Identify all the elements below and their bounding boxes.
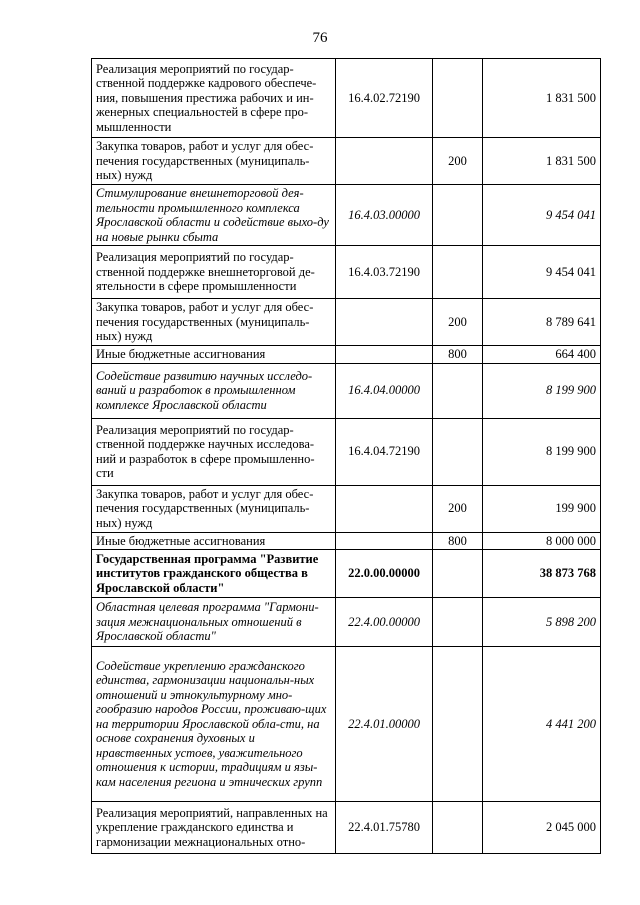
- row-name: Реализация мероприятий, направленных на укрепление гражданского единства и гармонизации межнациональных отно-: [92, 802, 336, 854]
- page-number: 76: [312, 30, 328, 46]
- table-row: [92, 346, 601, 364]
- row-name: Закупка товаров, работ и услуг для обес-печения государственных (муниципаль-ных) нужд: [92, 138, 336, 185]
- row-name: Закупка товаров, работ и услуг для обес-печения государственных (муниципаль-ных) нужд: [92, 485, 336, 532]
- row-code: 16.4.03.00000: [336, 185, 433, 246]
- table-row: [92, 485, 601, 532]
- row-amount: 5 898 200: [483, 598, 601, 647]
- row-expense-type: 200: [433, 299, 483, 346]
- row-name: Содействие укреплению гражданского единства, гармонизации национальн-ных отношений и этнокультурному мно-гообразию народов России, проживаю-щих на территории Ярославской обла-сти, на основе сохранения духовных и нравственных устоев, уважительного отношения к истории, традициям и язы-кам населения региона и этнических групп: [92, 647, 336, 802]
- row-expense-type: 800: [433, 532, 483, 550]
- row-code: 22.0.00.00000: [336, 550, 433, 598]
- row-expense-type: 200: [433, 485, 483, 532]
- row-code: [336, 138, 433, 185]
- table-row: [92, 598, 601, 647]
- row-amount: 8 199 900: [483, 363, 601, 418]
- row-code: 16.4.02.72190: [336, 59, 433, 138]
- row-amount: 1 831 500: [483, 138, 601, 185]
- row-name: Иные бюджетные ассигнования: [92, 532, 336, 550]
- row-code: 22.4.00.00000: [336, 598, 433, 647]
- budget-table: [91, 58, 601, 854]
- table-row: [92, 647, 601, 802]
- row-amount: 1 831 500: [483, 59, 601, 138]
- row-expense-type: [433, 647, 483, 802]
- row-code: [336, 532, 433, 550]
- row-amount: 199 900: [483, 485, 601, 532]
- row-expense-type: [433, 246, 483, 299]
- row-name: Закупка товаров, работ и услуг для обес-печения государственных (муниципаль-ных) нужд: [92, 299, 336, 346]
- table-row: [92, 550, 601, 598]
- table-row: [92, 299, 601, 346]
- row-expense-type: [433, 598, 483, 647]
- table-row: [92, 59, 601, 138]
- table-row: [92, 138, 601, 185]
- row-amount: 2 045 000: [483, 802, 601, 854]
- row-expense-type: [433, 363, 483, 418]
- row-name: Областная целевая программа "Гармони-зация межнациональных отношений в Ярославской области": [92, 598, 336, 647]
- row-expense-type: [433, 802, 483, 854]
- row-code: 16.4.04.00000: [336, 363, 433, 418]
- row-name: Иные бюджетные ассигнования: [92, 346, 336, 364]
- row-amount: 8 000 000: [483, 532, 601, 550]
- row-expense-type: 200: [433, 138, 483, 185]
- row-code: 22.4.01.00000: [336, 647, 433, 802]
- row-code: [336, 485, 433, 532]
- row-amount: 9 454 041: [483, 246, 601, 299]
- row-code: 16.4.04.72190: [336, 418, 433, 485]
- table-row: [92, 363, 601, 418]
- row-amount: 4 441 200: [483, 647, 601, 802]
- row-name: Содействие развитию научных исследо-ваний и разработок в промышленном комплексе Ярославской области: [92, 363, 336, 418]
- row-amount: 8 789 641: [483, 299, 601, 346]
- row-code: 22.4.01.75780: [336, 802, 433, 854]
- table-row: [92, 802, 601, 854]
- row-amount: 9 454 041: [483, 185, 601, 246]
- row-name: Государственная программа "Развитие институтов гражданского общества в Ярославской области": [92, 550, 336, 598]
- row-expense-type: [433, 185, 483, 246]
- row-name: Стимулирование внешнеторговой дея-тельности промышленного комплекса Ярославской области и содействие выхо-ду на новые рынки сбыта: [92, 185, 336, 246]
- row-name: Реализация мероприятий по государ-ственной поддержке научных исследова-ний и разработок в сфере промышленно-сти: [92, 418, 336, 485]
- table-row: [92, 532, 601, 550]
- row-code: [336, 346, 433, 364]
- table-row: [92, 185, 601, 246]
- row-expense-type: [433, 418, 483, 485]
- row-amount: 8 199 900: [483, 418, 601, 485]
- row-code: [336, 299, 433, 346]
- row-expense-type: 800: [433, 346, 483, 364]
- row-name: Реализация мероприятий по государ-ственной поддержке внешнеторговой де-ятельности в сфере промышленности: [92, 246, 336, 299]
- table-row: [92, 246, 601, 299]
- table-row: [92, 418, 601, 485]
- row-amount: 664 400: [483, 346, 601, 364]
- row-expense-type: [433, 550, 483, 598]
- row-code: 16.4.03.72190: [336, 246, 433, 299]
- row-name: Реализация мероприятий по государ-ственной поддержке кадрового обеспече-ния, повышения престижа рабочих и ин-женерных специальностей в сфере про-мышленности: [92, 59, 336, 138]
- row-amount: 38 873 768: [483, 550, 601, 598]
- row-expense-type: [433, 59, 483, 138]
